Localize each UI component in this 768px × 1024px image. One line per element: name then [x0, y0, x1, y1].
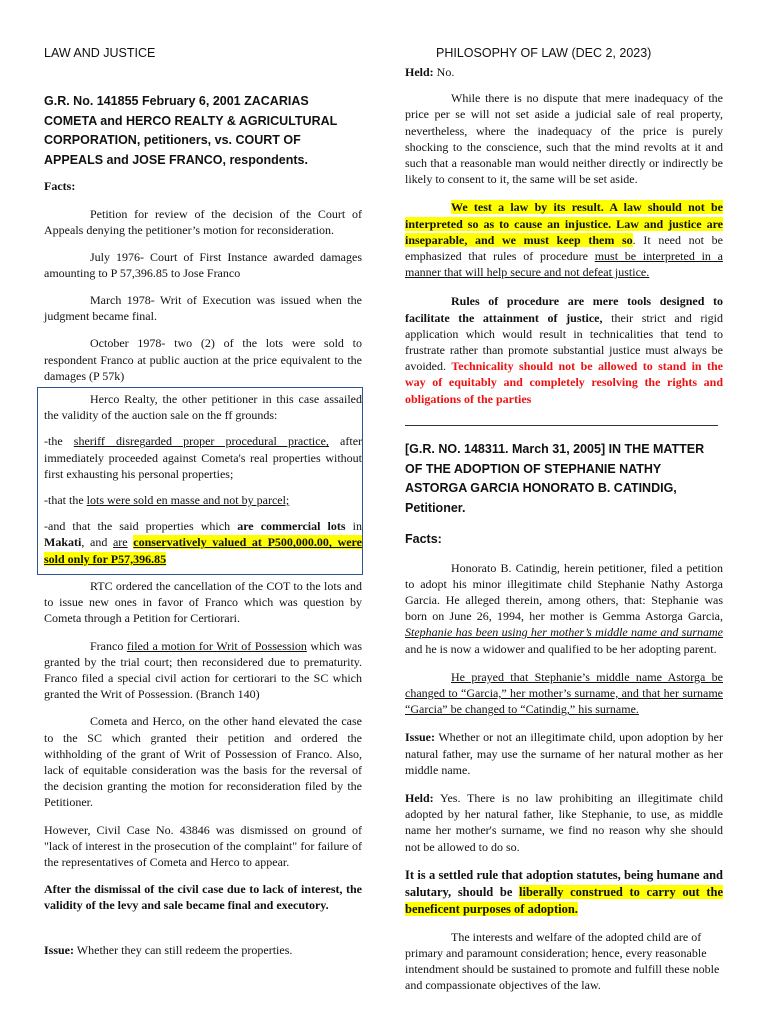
case2-held-label: Held:: [405, 790, 434, 805]
right-column-top: [405, 64, 723, 407]
case1-fact-9: After the dismissal of the civil case due to lack of interest, the validity of the levy and sale became final and executory.: [44, 882, 362, 913]
case1-fact-7: Cometa and Herco, on the other hand elevated the case to the SC which granted their petition and ordered the withholding of the grant of Writ of Possession of Franco. Also, lack of equitable consideration was the basis for the reversal of the decision granting the motion for reconsideration filed by the Petitioner.: [44, 714, 362, 810]
ruling-2-underlined: must be interpreted in a manner that will help secure and not defeat justice.: [405, 249, 724, 280]
case1-fact-3: March 1978- Writ of Execution was issued when the judgment became final.: [44, 293, 362, 324]
case1-held: [405, 64, 723, 80]
ground-3: [44, 518, 362, 567]
case2-fact-2-underlined: He prayed that Stephanie’s middle name Astorga be changed to “Garcia,” her mother’s surname, and that her surname “Garcia” be changed to “Catindig,” his surname.: [405, 669, 723, 717]
case2-ruling-1-bold: It is a settled rule that adoption statutes, being humane and salutary, should be: [405, 867, 723, 899]
fact-6-underlined: filed a motion for Writ of Possession: [126, 638, 307, 653]
ruling-3-red: Technicality should not be allowed to stand in the way of equitably and completely resolving the rights and obligations of the parties: [405, 359, 723, 406]
ground-1-underlined: sheriff disregarded proper procedural practice,: [73, 434, 329, 449]
ground-1-text-a: -the: [44, 434, 74, 449]
case2-issue-label: Issue:: [405, 730, 436, 745]
ground-1-text-b: after immediately proceeded against Cometa's real properties without first exhausting his personal properties;: [44, 434, 363, 481]
case2-fact-1-text-b: and he is now a widower and qualified to be her adopting parent.: [405, 641, 717, 656]
ground-3-text-e: , and: [81, 535, 113, 550]
case2-fact-1: [405, 560, 723, 657]
ground-3-bold-makati: Makati: [44, 535, 82, 550]
section-divider: [405, 425, 718, 426]
case2-issue: [405, 729, 723, 778]
case1-fact-8: However, Civil Case No. 43846 was dismissed on ground of "lack of interest in the prosecution of the complaint" for failure of the representatives of Cometa and Herco to appear.: [44, 822, 362, 870]
ground-2: [44, 492, 362, 508]
ruling-3-bold: Rules of procedure are mere tools designed to facilitate the attainment of justice,: [405, 294, 723, 325]
case2-fact-1-italic: Stephanie has been using her mother’s middle name and surname: [405, 625, 723, 640]
grounds-intro: Herco Realty, the other petitioner in this case assailed the validity of the auction sale on the ff grounds:: [44, 392, 362, 423]
case1-fact-6: [44, 638, 362, 703]
ruling-2-highlight: We test a law by its result. A law should not be interpreted so as to cause an injustice. Law and justice are inseparable, and we must keep them so: [405, 200, 723, 247]
case1-fact-1: Petition for review of the decision of the Court of Appeals denying the petitioner’s motion for reconsideration.: [44, 207, 362, 238]
case2-ruling-1-highlight: liberally construed to carry out the beneficent purposes of adoption.: [405, 884, 723, 916]
case1-fact-2: July 1976- Court of First Instance awarded damages amounting to P 57,396.85 to Jose Franco: [44, 249, 362, 280]
ruling-2-text: . It need not be emphasized that rules of procedure: [405, 232, 723, 264]
held-label: Held:: [405, 65, 434, 79]
case2-facts-label: Facts:: [405, 532, 442, 546]
ruling-3-text: their strict and rigid application which would result in technicalities that tend to frustrate rather than promote substantial justice must always be avoided.: [405, 310, 723, 374]
ground-2-underlined: lots were sold en masse and not by parcel;: [86, 493, 290, 508]
case1-ruling-3: [405, 293, 723, 406]
case1-ruling-2: [405, 199, 723, 280]
left-column-bottom: [44, 578, 362, 958]
grounds-content: [44, 391, 362, 567]
left-column-top: [44, 92, 362, 384]
case1-issue: [44, 942, 362, 958]
ground-3-text-a: -and that the said properties which: [44, 519, 238, 534]
ground-3-underlined-are: are: [112, 535, 128, 550]
case1-title: G.R. No. 141855 February 6, 2001 ZACARIAS COMETA and HERCO REALTY & AGRICULTURAL CORPORATION, petitioners, vs. COURT OF APPEALS and JOSE FRANCO, respondents.: [44, 94, 338, 167]
header-left: LAW AND JUSTICE: [44, 46, 156, 60]
ground-3-bold-a: are commercial lots: [237, 519, 346, 534]
case2-held: [405, 790, 723, 855]
ground-2-text: -that the: [44, 493, 87, 508]
case2-issue-text: Whether or not an illegitimate child, upon adoption by her natural father, may use the surname of her natural mother as her middle name.: [405, 730, 723, 777]
case2-title: [G.R. NO. 148311. March 31, 2005] IN THE MATTER OF THE ADOPTION OF STEPHANIE NATHY ASTORGA GARCIA HONORATO B. CATINDIG, Petitioner.: [405, 442, 705, 515]
right-column-bottom: [405, 440, 723, 994]
case1-facts-label: Facts:: [44, 179, 76, 193]
ground-1: [44, 433, 362, 482]
case2-fact-2: [405, 669, 723, 718]
case1-fact-4: October 1978- two (2) of the lots were sold to respondent Franco at public auction at the price equivalent to the damages (P 57k): [44, 336, 362, 383]
case2-held-text: Yes. There is no law prohibiting an illegitimate child adopted by her natural father, like Stephanie, to use, as middle name her mother's surname, we find no reason why she should not be allowed to do so.: [405, 790, 723, 854]
case1-ruling-1: While there is no dispute that mere inadequacy of the price per se will not set aside a judicial sale of real property, nevertheless, where the inadequacy of the price is purely shocking to the conscience, such that the mind revolts at it and such that a reasonable man would neither directly or indirectly be likely to consent to it, the same will be set aside.: [405, 91, 723, 187]
case2-ruling-1: [405, 867, 723, 918]
held-text: No.: [433, 65, 455, 79]
case2-fact-1-text-a: Honorato B. Catindig, herein petitioner, filed a petition to adopt his minor illegitimate child Stephanie Nathy Astorga Garcia. He alleged therein, among others, that: Stephanie was born on June 26, 1994, her mother is Gemma Astorga Garcia,: [405, 560, 723, 624]
case2-ruling-2: The interests and welfare of the adopted child are of primary and paramount consideration; hence, every reasonable intendment should be sustained to promote and fulfill these noble and compassionate objectives of the law.: [405, 929, 720, 993]
ground-3-highlight: conservatively valued at P500,000.00, were sold only for P57,396.85: [44, 535, 362, 566]
issue-label: Issue:: [44, 942, 75, 957]
header-right: PHILOSOPHY OF LAW (DEC 2, 2023): [436, 46, 652, 60]
fact-6-text-a: Franco: [90, 638, 127, 653]
issue-text: Whether they can still redeem the properties.: [74, 942, 293, 957]
fact-6-text-b: which was granted by the trial court; then reconsidered due to prematurity. Franco filed a special civil action for certiorari to the SC which granted the Writ of Possession. (Branch 140): [44, 638, 362, 702]
case1-fact-5: RTC ordered the cancellation of the COT to the lots and to issue new ones in favor of Franco which was question by Cometa through a Petition for Certiorari.: [44, 579, 362, 626]
ground-3-text-c: in: [345, 519, 362, 534]
